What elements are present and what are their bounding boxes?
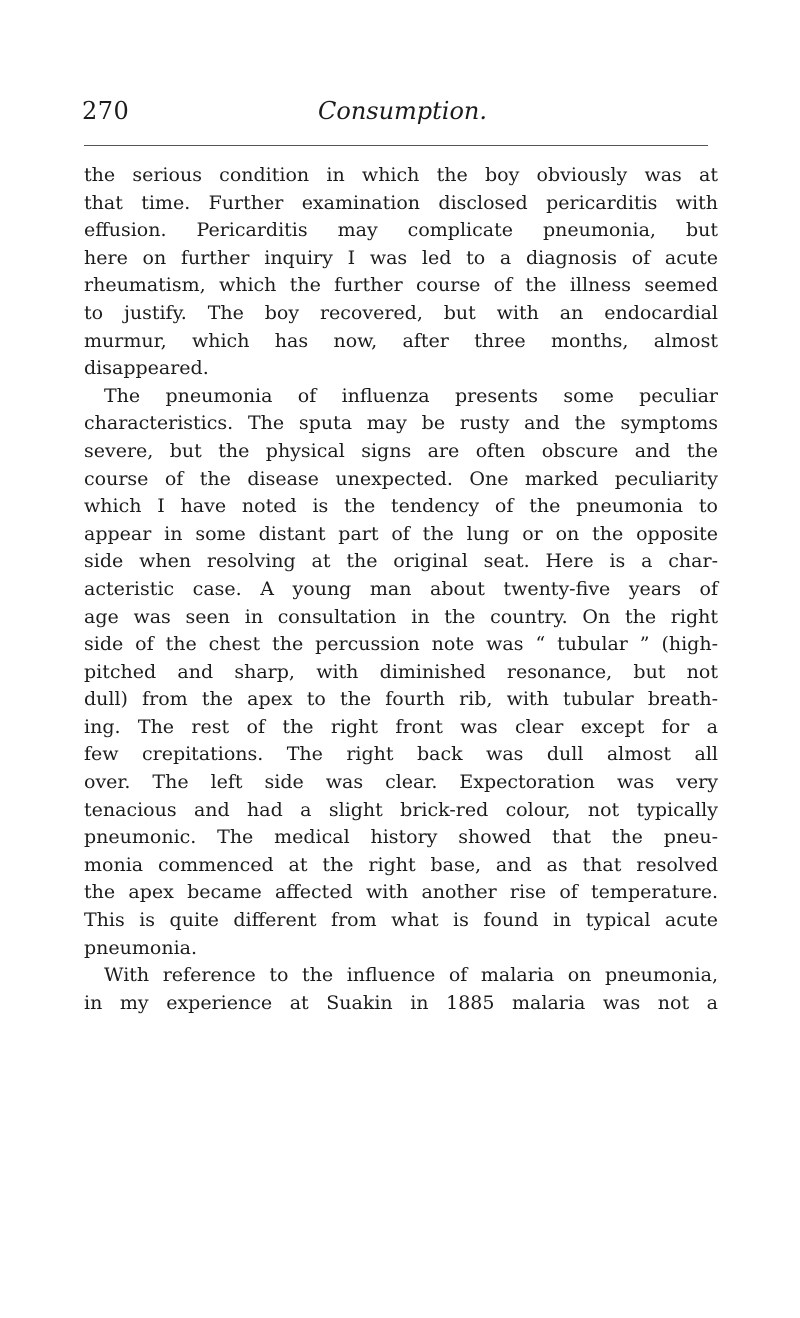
- text-line: age was seen in consultation in the country. On the right: [84, 605, 718, 628]
- running-title: Consumption.: [318, 97, 488, 125]
- text-line: which I have noted is the tendency of the pneumonia to: [84, 495, 718, 518]
- text-line: to justify. The boy recovered, but with an endocardial: [84, 301, 718, 324]
- text-line: pneumonia.: [84, 936, 198, 959]
- text-line: course of the disease unexpected. One marked peculiarity: [84, 467, 718, 490]
- text-line: in my experience at Suakin in 1885 malaria was not a: [84, 991, 718, 1014]
- text-line: The pneumonia of influenza presents some peculiar: [104, 384, 718, 407]
- text-line: rheumatism, which the further course of the illness seemed: [84, 274, 718, 297]
- text-line: disappeared.: [84, 357, 209, 380]
- text-line: monia commenced at the right base, and as that resolved: [84, 853, 718, 876]
- text-line: severe, but the physical signs are often obscure and the: [84, 439, 718, 462]
- header-rule: [84, 145, 708, 146]
- text-line: side of the chest the percussion note was “ tubular ” (high-: [84, 633, 718, 656]
- text-line: the serious condition in which the boy obviously was at: [84, 164, 718, 186]
- body-text: [84, 162, 718, 1017]
- text-line: here on further inquiry I was led to a diagnosis of acute: [84, 246, 718, 269]
- text-line: This is quite different from what is found in typical acute: [84, 909, 718, 932]
- text-line: acteristic case. A young man about twenty-five years of: [84, 577, 718, 600]
- text-line: With reference to the influence of malaria on pneumonia,: [104, 964, 718, 987]
- text-line: tenacious and had a slight brick-red colour, not typically: [84, 798, 718, 821]
- text-line: effusion. Pericarditis may complicate pneumonia, but: [84, 219, 718, 242]
- running-head: [82, 96, 722, 136]
- text-line: pitched and sharp, with diminished resonance, but not: [84, 660, 718, 683]
- text-line: dull) from the apex to the fourth rib, with tubular breath-: [84, 688, 718, 711]
- text-line: appear in some distant part of the lung or on the opposite: [84, 522, 718, 545]
- text-line: over. The left side was clear. Expectoration was very: [84, 771, 718, 794]
- text-line: murmur, which has now, after three months, almost: [84, 329, 718, 352]
- text-line: that time. Further examination disclosed pericarditis with: [84, 191, 718, 214]
- text-line: the apex became affected with another rise of temperature.: [84, 881, 718, 904]
- text-line: pneumonic. The medical history showed that the pneu-: [84, 826, 718, 849]
- text-line: ing. The rest of the right front was clear except for a: [84, 715, 718, 738]
- text-line: few crepitations. The right back was dull almost all: [84, 743, 718, 766]
- page-number: 270: [82, 97, 130, 125]
- text-line: characteristics. The sputa may be rusty and the symptoms: [84, 412, 718, 435]
- text-line: side when resolving at the original seat. Here is a char-: [84, 550, 718, 573]
